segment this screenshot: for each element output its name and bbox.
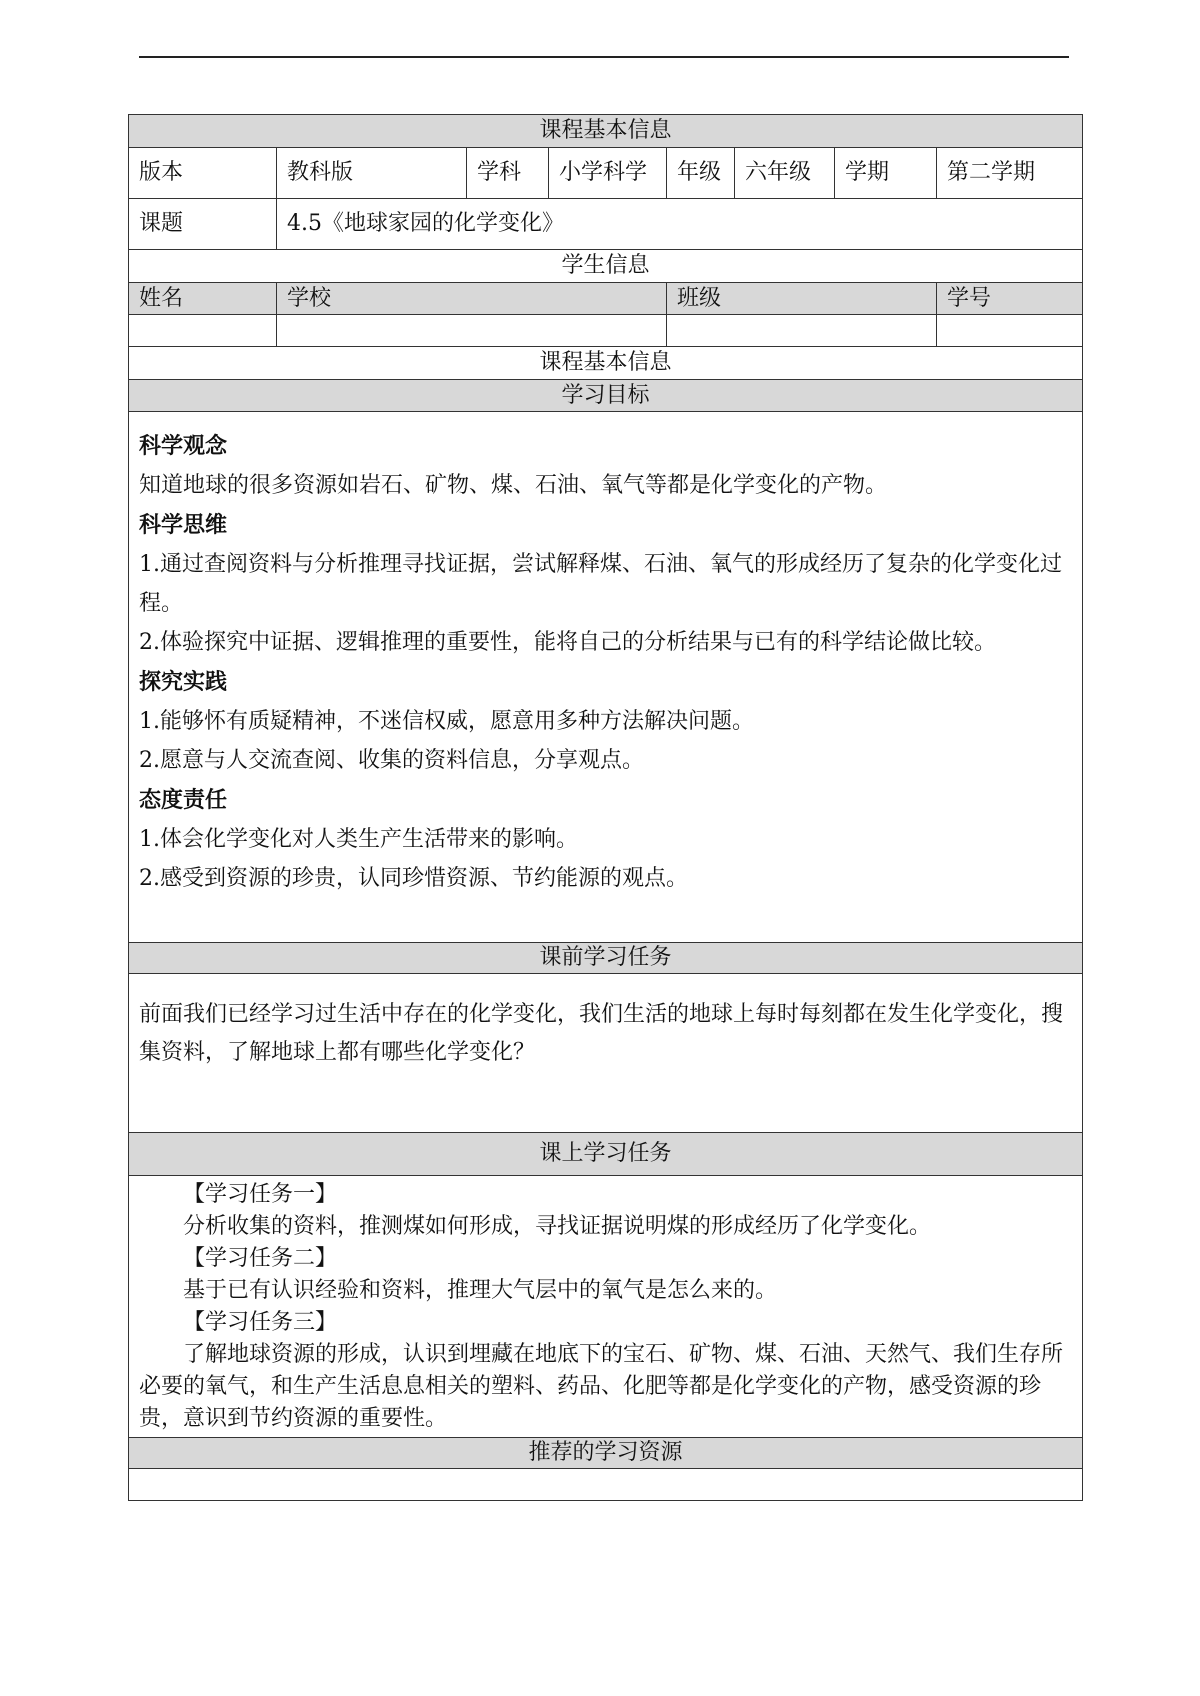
goal-text: 1.体会化学变化对人类生产生活带来的影响。 — [139, 827, 578, 852]
goal-text: 1.能够怀有质疑精神，不迷信权威，愿意用多种方法解决问题。 — [139, 709, 754, 734]
task-two-text: 基于已有认识经验和资料，推理大气层中的氧气是怎么来的。 — [183, 1278, 778, 1303]
goals-content — [129, 412, 1083, 943]
goal-heading-concept: 科学观念 — [139, 433, 228, 459]
grade-label: 年级 — [667, 148, 735, 199]
task-three-title: 【学习任务三】 — [183, 1310, 338, 1335]
class-tasks-content — [129, 1176, 1083, 1438]
task-one-title: 【学习任务一】 — [183, 1182, 338, 1207]
task-two-title: 【学习任务二】 — [183, 1246, 338, 1271]
school-label: 学校 — [277, 283, 667, 315]
goal-text: 2.体验探究中证据、逻辑推理的重要性，能将自己的分析结果与已有的科学结论做比较。 — [139, 630, 996, 655]
header-rule — [139, 56, 1069, 58]
grade-value: 六年级 — [735, 148, 835, 199]
goal-heading-thinking: 科学思维 — [139, 512, 228, 538]
goal-text: 知道地球的很多资源如岩石、矿物、煤、石油、氧气等都是化学变化的产物。 — [139, 473, 888, 498]
topic-label: 课题 — [129, 199, 277, 250]
term-label: 学期 — [835, 148, 937, 199]
topic-value: 4.5《地球家园的化学变化》 — [277, 199, 1083, 250]
goal-heading-attitude: 态度责任 — [139, 787, 228, 813]
goal-text: 2.愿意与人交流查阅、收集的资料信息，分享观点。 — [139, 748, 644, 773]
pre-task-content — [129, 974, 1083, 1133]
edition-label: 版本 — [129, 148, 277, 199]
school-field[interactable] — [277, 315, 667, 347]
subject-value: 小学科学 — [549, 148, 667, 199]
goal-heading-practice: 探究实践 — [139, 669, 228, 695]
name-field[interactable] — [129, 315, 277, 347]
lesson-table — [128, 114, 1083, 1501]
term-value: 第二学期 — [937, 148, 1083, 199]
name-label: 姓名 — [129, 283, 277, 315]
section-goals: 学习目标 — [129, 380, 1083, 412]
class-field[interactable] — [667, 315, 937, 347]
subject-label: 学科 — [467, 148, 549, 199]
section-student-info: 学生信息 — [129, 250, 1083, 283]
section-course-info: 课程基本信息 — [129, 115, 1083, 148]
goal-text: 2.感受到资源的珍贵，认同珍惜资源、节约能源的观点。 — [139, 866, 688, 891]
class-label: 班级 — [667, 283, 937, 315]
goal-text: 1.通过查阅资料与分析推理寻找证据，尝试解释煤、石油、氧气的形成经历了复杂的化学变化过程。 — [139, 552, 1062, 616]
section-class-tasks: 课上学习任务 — [129, 1133, 1083, 1176]
section-resources: 推荐的学习资源 — [129, 1438, 1083, 1469]
id-field[interactable] — [937, 315, 1083, 347]
section-pre-tasks: 课前学习任务 — [129, 943, 1083, 974]
task-three-text: 了解地球资源的形成，认识到埋藏在地底下的宝石、矿物、煤、石油、天然气、我们生存所必要的氧气，和生产生活息息相关的塑料、药品、化肥等都是化学变化的产物，感受资源的珍贵，意识到节约资源的重要性。 — [139, 1342, 1064, 1431]
resources-field — [129, 1469, 1083, 1501]
pre-task-text: 前面我们已经学习过生活中存在的化学变化，我们生活的地球上每时每刻都在发生化学变化，搜集资料，了解地球上都有哪些化学变化？ — [139, 1002, 1064, 1065]
task-one-text: 分析收集的资料，推测煤如何形成，寻找证据说明煤的形成经历了化学变化。 — [183, 1214, 932, 1239]
section-course-info-2: 课程基本信息 — [129, 347, 1083, 380]
edition-value: 教科版 — [277, 148, 467, 199]
id-label: 学号 — [937, 283, 1083, 315]
